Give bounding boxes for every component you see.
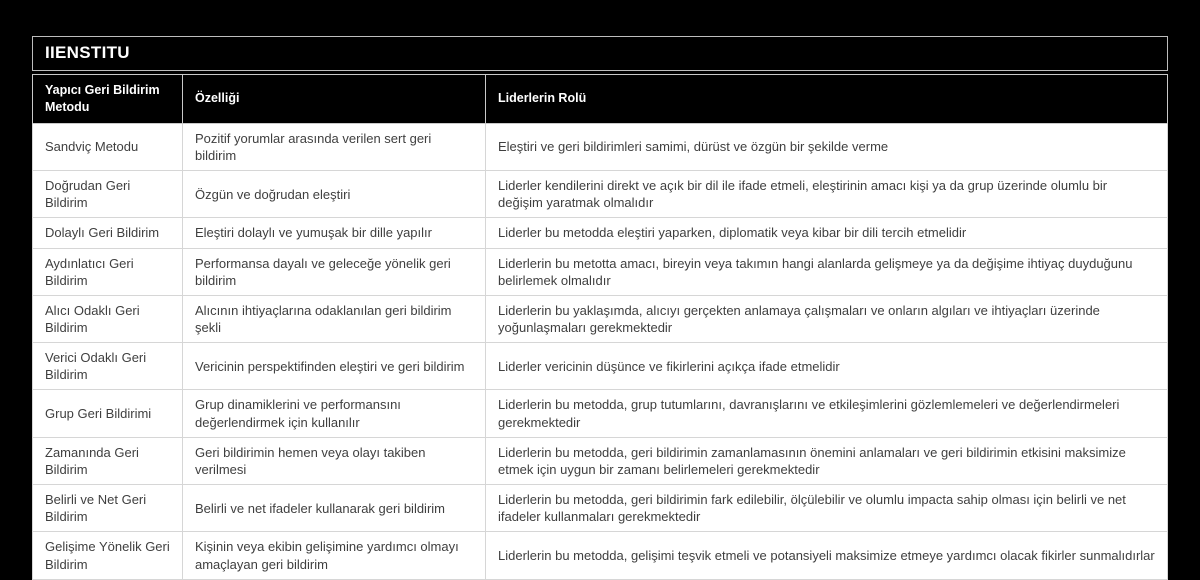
table-body xyxy=(33,123,1168,579)
cell-role: Liderlerin bu yaklaşımda, alıcıyı gerçekten anlamaya çalışmaları ve onların algıları ve ihtiyaçları üzerinde yoğunlaşmaları gerekmektedir xyxy=(486,295,1168,342)
cell-method: Doğrudan Geri Bildirim xyxy=(33,171,183,218)
table-row xyxy=(33,390,1168,437)
cell-method: Alıcı Odaklı Geri Bildirim xyxy=(33,295,183,342)
table-row xyxy=(33,532,1168,579)
table-row xyxy=(33,437,1168,484)
cell-feature: Eleştiri dolaylı ve yumuşak bir dille yapılır xyxy=(183,218,486,248)
cell-method: Belirli ve Net Geri Bildirim xyxy=(33,485,183,532)
cell-feature: Alıcının ihtiyaçlarına odaklanılan geri bildirim şekli xyxy=(183,295,486,342)
table-row xyxy=(33,248,1168,295)
table-header xyxy=(33,75,1168,124)
cell-role: Eleştiri ve geri bildirimleri samimi, dürüst ve özgün bir şekilde verme xyxy=(486,123,1168,170)
table-row xyxy=(33,123,1168,170)
table-row xyxy=(33,295,1168,342)
cell-method: Grup Geri Bildirimi xyxy=(33,390,183,437)
cell-feature: Geri bildirimin hemen veya olayı takiben verilmesi xyxy=(183,437,486,484)
cell-method: Zamanında Geri Bildirim xyxy=(33,437,183,484)
cell-role: Liderlerin bu metotta amacı, bireyin veya takımın hangi alanlarda gelişmeye ya da değişime ihtiyaç duyduğunu belirlemek olmalıdır xyxy=(486,248,1168,295)
cell-role: Liderlerin bu metodda, grup tutumlarını, davranışlarını ve etkileşimlerini gözlemlemeleri ve değerlendirmeleri gerekmektedir xyxy=(486,390,1168,437)
brand-title: IIENSTITU xyxy=(45,43,130,62)
cell-feature: Grup dinamiklerini ve performansını değerlendirmek için kullanılır xyxy=(183,390,486,437)
feedback-methods-table xyxy=(32,74,1168,580)
cell-feature: Pozitif yorumlar arasında verilen sert geri bildirim xyxy=(183,123,486,170)
cell-feature: Özgün ve doğrudan eleştiri xyxy=(183,171,486,218)
cell-role: Liderler bu metodda eleştiri yaparken, diplomatik veya kibar bir dili tercih etmelidir xyxy=(486,218,1168,248)
cell-method: Sandviç Metodu xyxy=(33,123,183,170)
cell-feature: Vericinin perspektifinden eleştiri ve geri bildirim xyxy=(183,343,486,390)
cell-method: Aydınlatıcı Geri Bildirim xyxy=(33,248,183,295)
cell-feature: Belirli ve net ifadeler kullanarak geri bildirim xyxy=(183,485,486,532)
cell-method: Verici Odaklı Geri Bildirim xyxy=(33,343,183,390)
cell-method: Gelişime Yönelik Geri Bildirim xyxy=(33,532,183,579)
cell-role: Liderlerin bu metodda, geri bildirimin fark edilebilir, ölçülebilir ve olumlu impacta sahip olması için belirli ve net ifadeler kullanmaları gerekmektedir xyxy=(486,485,1168,532)
cell-role: Liderlerin bu metodda, gelişimi teşvik etmeli ve potansiyeli maksimize etmeye yardımcı olacak fikirler sunmalıdırlar xyxy=(486,532,1168,579)
cell-feature: Performansa dayalı ve geleceğe yönelik geri bildirim xyxy=(183,248,486,295)
brand-title-bar xyxy=(32,36,1168,71)
page-panel xyxy=(32,36,1168,580)
cell-role: Liderlerin bu metodda, geri bildirimin zamanlamasının önemini anlamaları ve geri bildirimin etkisini maksimize etmek için uygun bir zamanı belirlemeleri gerekmektedir xyxy=(486,437,1168,484)
cell-method: Dolaylı Geri Bildirim xyxy=(33,218,183,248)
table-row xyxy=(33,218,1168,248)
cell-role: Liderler vericinin düşünce ve fikirlerini açıkça ifade etmelidir xyxy=(486,343,1168,390)
column-header-method: Yapıcı Geri Bildirim Metodu xyxy=(33,75,183,124)
column-header-feature: Özelliği xyxy=(183,75,486,124)
table-row xyxy=(33,485,1168,532)
cell-role: Liderler kendilerini direkt ve açık bir dil ile ifade etmeli, eleştirinin amacı kişi ya da grup üzerinde olumlu bir değişim yaratmak olmalıdır xyxy=(486,171,1168,218)
table-row xyxy=(33,171,1168,218)
table-row xyxy=(33,343,1168,390)
header-row xyxy=(33,75,1168,124)
column-header-role: Liderlerin Rolü xyxy=(486,75,1168,124)
cell-feature: Kişinin veya ekibin gelişimine yardımcı olmayı amaçlayan geri bildirim xyxy=(183,532,486,579)
